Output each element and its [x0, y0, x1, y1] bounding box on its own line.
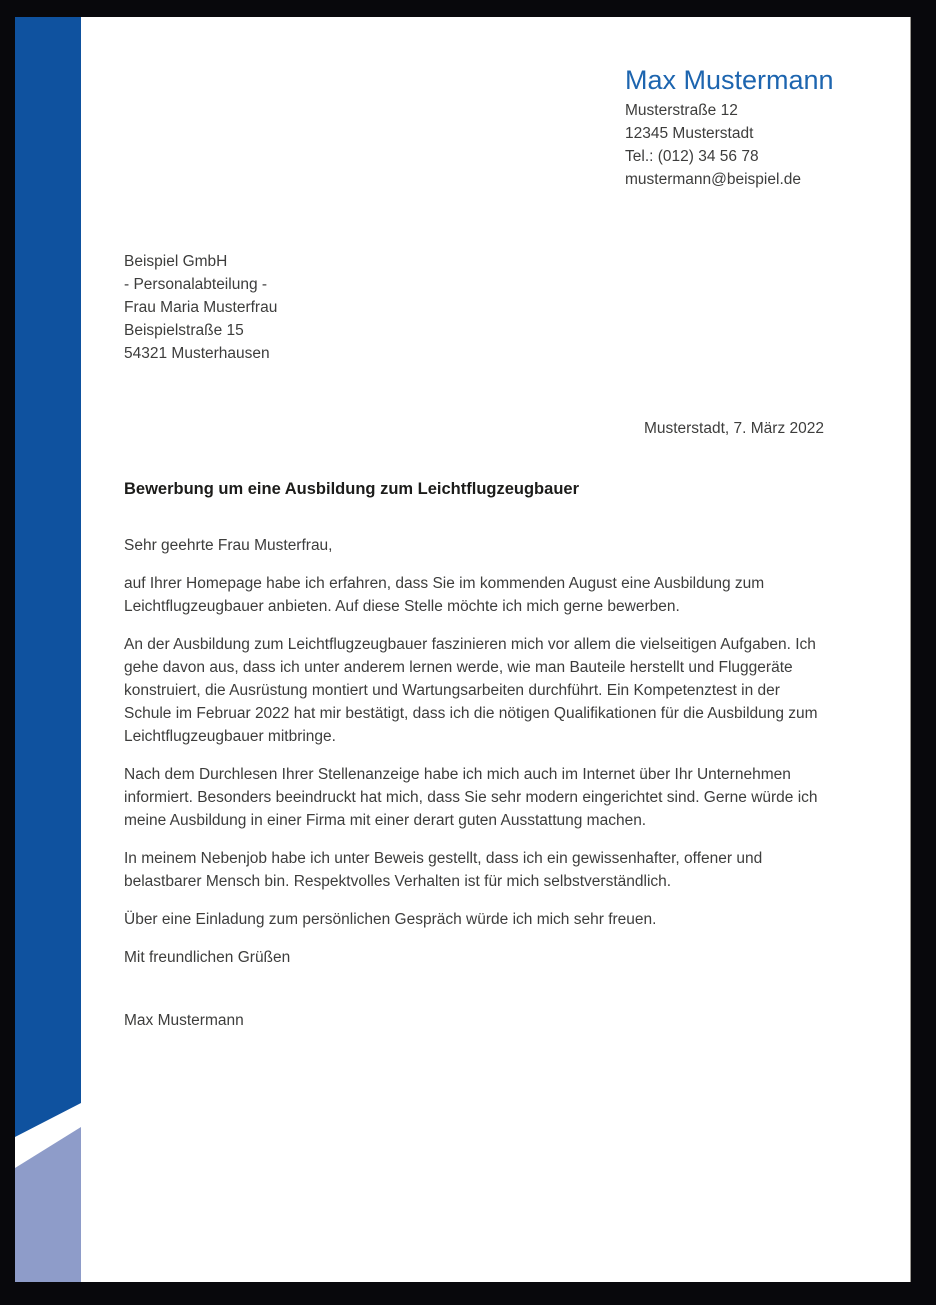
- letter-page: [15, 17, 911, 1282]
- paragraph-intro: auf Ihrer Homepage habe ich erfahren, dass Sie im kommenden August eine Ausbildung zum Leichtflugzeugbauer anbieten. Auf diese Stelle möchte ich mich gerne bewerben.: [124, 575, 765, 615]
- sender-name: Max Mustermann: [625, 65, 834, 95]
- recipient-contact-person: Frau Maria Musterfrau: [124, 299, 278, 316]
- paragraph-strengths: In meinem Nebenjob habe ich unter Beweis gestellt, dass ich ein gewissenhafter, offener und belastbarer Mensch bin. Respektvolles Verhalten ist für mich selbstverständlich.: [124, 850, 763, 890]
- salutation: Sehr geehrte Frau Musterfrau,: [124, 537, 333, 554]
- accent-stripe-light: [15, 1127, 81, 1282]
- sender-email: mustermann@beispiel.de: [625, 171, 801, 188]
- sidebar-accent-stripe: [15, 17, 81, 1282]
- letter-body: [124, 534, 824, 1047]
- recipient-street: Beispielstraße 15: [124, 322, 244, 339]
- closing: Mit freundlichen Grüßen: [124, 949, 291, 966]
- sender-phone: Tel.: (012) 34 56 78: [625, 148, 759, 165]
- sender-street: Musterstraße 12: [625, 102, 738, 119]
- paragraph-motivation: An der Ausbildung zum Leichtflugzeugbauer faszinieren mich vor allem die vielseitigen Aufgaben. Ich gehe davon aus, dass ich unter anderem lernen werde, wie man Bauteile herstellt und Fluggeräte konstruiert, die Ausrüstung montiert und Wartungsarbeiten durchführt. Ein Kompetenztest in der Schule im Februar 2022 hat mir bestätigt, dass ich die nötigen Qualifikationen für die Ausbildung zum Leichtflugzeugbauer mitbringe.: [124, 636, 818, 745]
- signature-name: Max Mustermann: [124, 1012, 244, 1029]
- paragraph-invitation: Über eine Einladung zum persönlichen Gespräch würde ich mich sehr freuen.: [124, 911, 657, 928]
- date-line: Musterstadt, 7. März 2022: [643, 420, 824, 437]
- accent-stripe-dark: [15, 17, 81, 1137]
- sender-city: 12345 Musterstadt: [625, 125, 754, 142]
- recipient-department: - Personalabteilung -: [124, 276, 268, 293]
- recipient-company: Beispiel GmbH: [124, 253, 228, 270]
- subject-line: Bewerbung um eine Ausbildung zum Leichtflugzeugbauer: [124, 480, 579, 498]
- sender-block: [625, 63, 834, 191]
- recipient-city: 54321 Musterhausen: [124, 345, 270, 362]
- recipient-block: [124, 250, 277, 365]
- paragraph-company: Nach dem Durchlesen Ihrer Stellenanzeige habe ich mich auch im Internet über Ihr Unternehmen informiert. Besonders beeindruckt hat mich, dass Sie sehr modern eingerichtet sind. Gerne würde ich meine Ausbildung in einer Firma mit einer derart guten Ausstattung machen.: [124, 766, 818, 829]
